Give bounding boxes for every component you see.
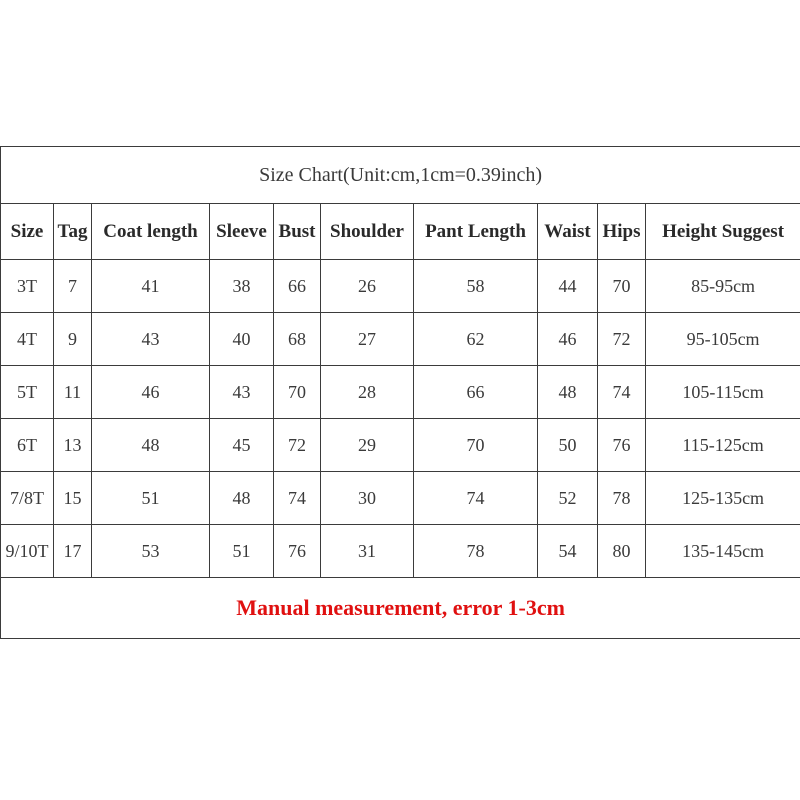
column-header: Bust xyxy=(274,204,321,260)
column-header: Tag xyxy=(54,204,92,260)
table-cell: 105-115cm xyxy=(646,366,800,419)
table-row xyxy=(1,525,800,578)
table-cell: 15 xyxy=(54,472,92,525)
table-cell: 38 xyxy=(210,260,274,313)
table-cell: 70 xyxy=(414,419,538,472)
table-cell: 46 xyxy=(538,313,598,366)
table-cell: 27 xyxy=(321,313,414,366)
table-row xyxy=(1,260,800,313)
table-cell: 7 xyxy=(54,260,92,313)
table-cell: 72 xyxy=(598,313,646,366)
column-header: Height Suggest xyxy=(646,204,800,260)
table-cell: 43 xyxy=(92,313,210,366)
column-header: Hips xyxy=(598,204,646,260)
table-cell: 72 xyxy=(274,419,321,472)
table-cell: 85-95cm xyxy=(646,260,800,313)
note-row xyxy=(1,578,800,639)
table-cell: 6T xyxy=(1,419,54,472)
table-cell: 95-105cm xyxy=(646,313,800,366)
column-header: Pant Length xyxy=(414,204,538,260)
size-chart-table xyxy=(0,146,800,639)
table-cell: 51 xyxy=(210,525,274,578)
table-cell: 46 xyxy=(92,366,210,419)
header-row xyxy=(1,204,800,260)
table-cell: 41 xyxy=(92,260,210,313)
table-cell: 76 xyxy=(598,419,646,472)
table-cell: 70 xyxy=(598,260,646,313)
table-cell: 7/8T xyxy=(1,472,54,525)
table-cell: 68 xyxy=(274,313,321,366)
table-row xyxy=(1,366,800,419)
table-cell: 80 xyxy=(598,525,646,578)
table-cell: 125-135cm xyxy=(646,472,800,525)
table-cell: 58 xyxy=(414,260,538,313)
table-cell: 76 xyxy=(274,525,321,578)
chart-title: Size Chart(Unit:cm,1cm=0.39inch) xyxy=(1,147,800,204)
table-cell: 62 xyxy=(414,313,538,366)
table-cell: 78 xyxy=(598,472,646,525)
table-cell: 78 xyxy=(414,525,538,578)
table-row xyxy=(1,313,800,366)
table-cell: 5T xyxy=(1,366,54,419)
column-header: Coat length xyxy=(92,204,210,260)
table-cell: 66 xyxy=(274,260,321,313)
table-cell: 30 xyxy=(321,472,414,525)
table-cell: 29 xyxy=(321,419,414,472)
table-cell: 9 xyxy=(54,313,92,366)
table-cell: 3T xyxy=(1,260,54,313)
table-cell: 17 xyxy=(54,525,92,578)
table-cell: 45 xyxy=(210,419,274,472)
table-cell: 70 xyxy=(274,366,321,419)
table-cell: 52 xyxy=(538,472,598,525)
table-cell: 135-145cm xyxy=(646,525,800,578)
table-cell: 31 xyxy=(321,525,414,578)
table-cell: 44 xyxy=(538,260,598,313)
column-header: Sleeve xyxy=(210,204,274,260)
table-cell: 43 xyxy=(210,366,274,419)
table-cell: 66 xyxy=(414,366,538,419)
measurement-note: Manual measurement, error 1-3cm xyxy=(1,578,800,639)
table-cell: 50 xyxy=(538,419,598,472)
table-cell: 74 xyxy=(598,366,646,419)
table-cell: 48 xyxy=(210,472,274,525)
table-cell: 26 xyxy=(321,260,414,313)
table-cell: 115-125cm xyxy=(646,419,800,472)
table-cell: 51 xyxy=(92,472,210,525)
table-cell: 28 xyxy=(321,366,414,419)
column-header: Shoulder xyxy=(321,204,414,260)
table-cell: 48 xyxy=(538,366,598,419)
table-cell: 74 xyxy=(414,472,538,525)
table-row xyxy=(1,472,800,525)
table-cell: 48 xyxy=(92,419,210,472)
column-header: Size xyxy=(1,204,54,260)
table-cell: 4T xyxy=(1,313,54,366)
table-cell: 9/10T xyxy=(1,525,54,578)
table-cell: 11 xyxy=(54,366,92,419)
table-cell: 13 xyxy=(54,419,92,472)
table-cell: 74 xyxy=(274,472,321,525)
table-row xyxy=(1,419,800,472)
table-cell: 53 xyxy=(92,525,210,578)
table-cell: 40 xyxy=(210,313,274,366)
table-cell: 54 xyxy=(538,525,598,578)
column-header: Waist xyxy=(538,204,598,260)
